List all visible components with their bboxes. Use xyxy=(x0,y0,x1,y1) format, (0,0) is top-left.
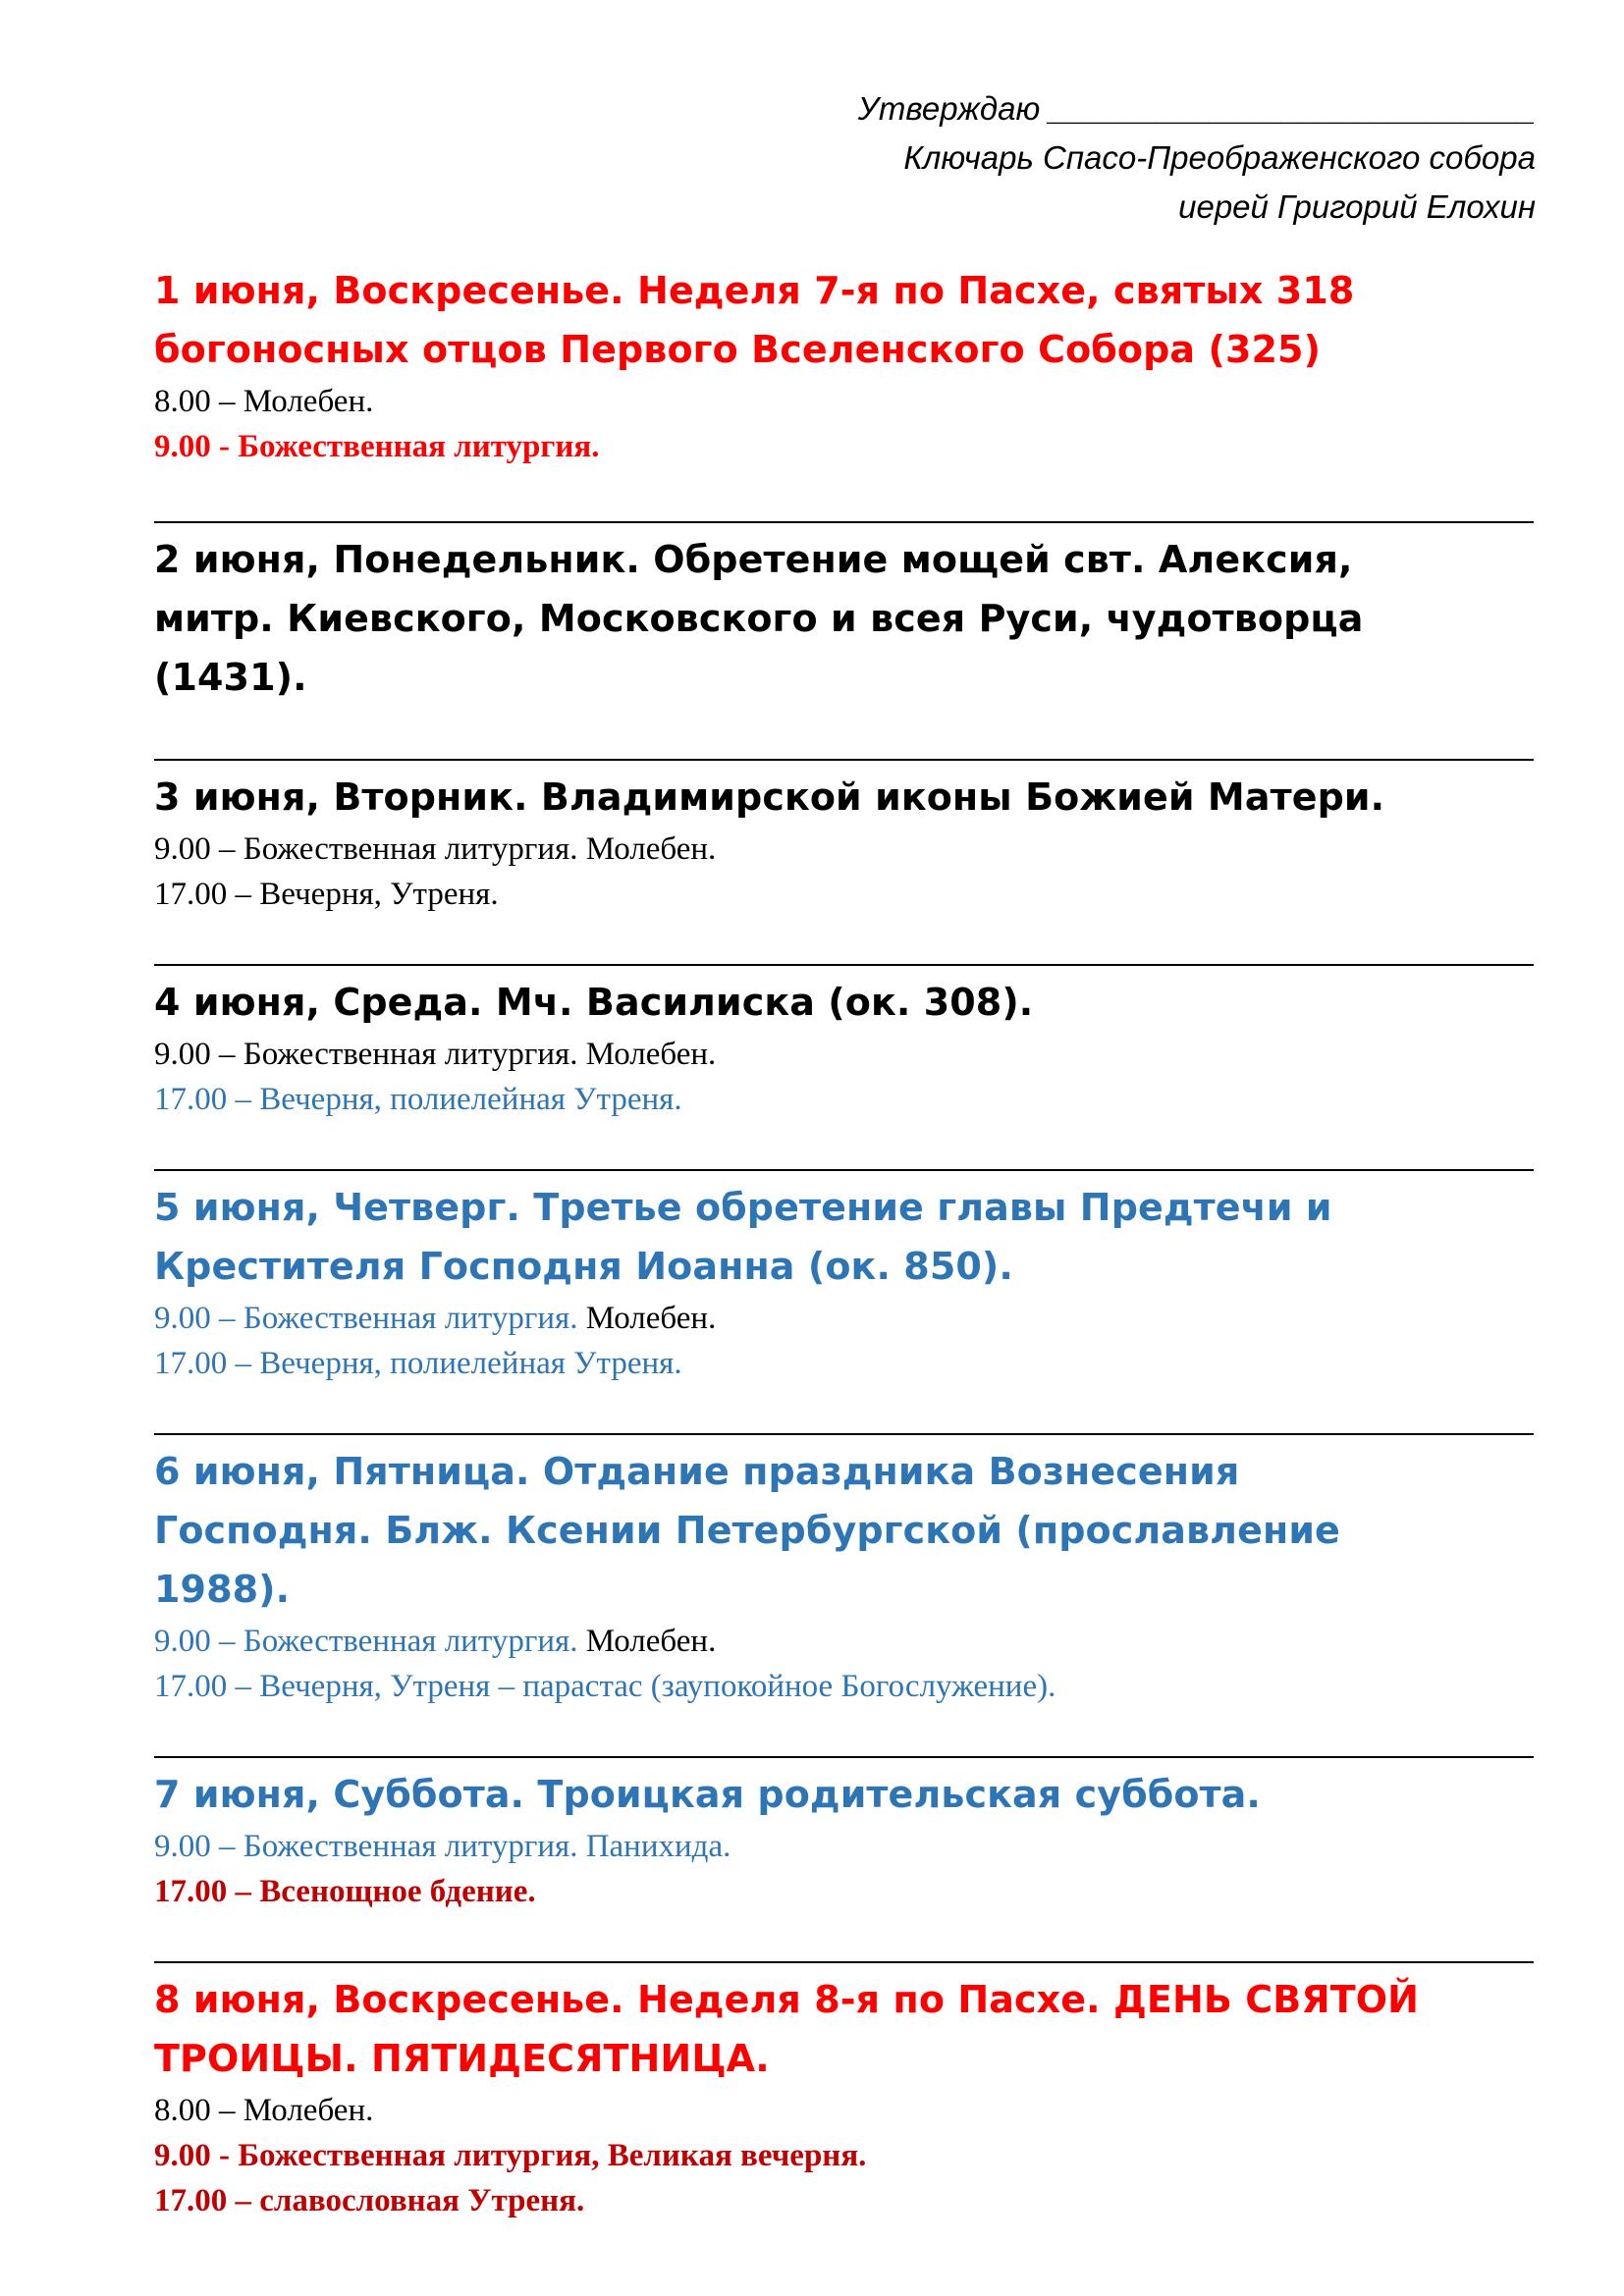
service-item: 9.00 - Божественная литургия, Великая вечерня. xyxy=(154,2138,867,2173)
day-heading: 1 июня, Воскресенье. Неделя 7-я по Пасхе, святых 318 богоносных отцов Первого Вселенского Собора (325) xyxy=(154,269,1355,371)
service-item: 17.00 – Вечерня, Утреня. xyxy=(154,877,499,912)
service-item: 9.00 - Божественная литургия. xyxy=(154,429,600,464)
day-heading: 4 июня, Среда. Мч. Василиска (ок. 308). xyxy=(154,981,1034,1024)
service-item: 17.00 – Вечерня, Утреня – парастас (заупокойное Богослужение). xyxy=(154,1669,1056,1704)
approval-title: Ключарь Спасо-Преображенского собора xyxy=(903,139,1536,176)
day-section-4 xyxy=(154,973,1534,1122)
service-item: 17.00 – Вечерня, полиелейная Утреня. xyxy=(154,1082,682,1117)
approval-signature-line: Утверждаю ___________________________ xyxy=(857,90,1536,127)
service-item: 9.00 – Божественная литургия. Панихида. xyxy=(154,1829,731,1864)
day-heading: 5 июня, Четверг. Третье обретение главы Предтечи и Крестителя Господня Иоанна (ок. 850). xyxy=(154,1186,1332,1288)
day-section-3 xyxy=(154,768,1534,917)
day-section-6 xyxy=(154,1442,1534,1709)
service-item: 17.00 – Всенощное бдение. xyxy=(154,1874,536,1909)
service-item: 8.00 – Молебен. xyxy=(154,384,374,419)
service-item: 9.00 – Божественная литургия. Молебен. xyxy=(154,1037,717,1072)
day-section-1 xyxy=(154,261,1534,469)
service-item: 9.00 – Божественная литургия. Молебен. xyxy=(154,1301,717,1336)
day-section-7 xyxy=(154,1765,1534,1914)
service-item: 9.00 – Божественная литургия. Молебен. xyxy=(154,1624,717,1659)
day-heading: 2 июня, Понедельник. Обретение мощей свт. Алексия, митр. Киевского, Московского и всея Руси, чудотворца (1431). xyxy=(154,538,1364,699)
day-section-8 xyxy=(154,1970,1534,2223)
schedule xyxy=(154,261,1534,2223)
service-item: 9.00 – Божественная литургия. Молебен. xyxy=(154,831,717,867)
day-heading: 6 июня, Пятница. Отдание праздника Вознесения Господня. Блж. Ксении Петербургской (прославление 1988). xyxy=(154,1450,1340,1611)
approval-name: иерей Григорий Елохин xyxy=(1178,188,1536,225)
day-heading: 7 июня, Суббота. Троицкая родительская суббота. xyxy=(154,1773,1261,1816)
service-item: 8.00 – Молебен. xyxy=(154,2093,374,2128)
day-heading: 3 июня, Вторник. Владимирской иконы Божией Матери. xyxy=(154,775,1385,819)
day-heading: 8 июня, Воскресенье. Неделя 8-я по Пасхе. ДЕНЬ СВЯТОЙ ТРОИЦЫ. ПЯТИДЕСЯТНИЦА. xyxy=(154,1978,1420,2080)
day-section-2 xyxy=(154,530,1534,707)
service-item: 17.00 – славословная Утреня. xyxy=(154,2183,585,2218)
day-section-5 xyxy=(154,1178,1534,1386)
service-item: 17.00 – Вечерня, полиелейная Утреня. xyxy=(154,1346,682,1381)
approval-block xyxy=(858,84,1536,232)
